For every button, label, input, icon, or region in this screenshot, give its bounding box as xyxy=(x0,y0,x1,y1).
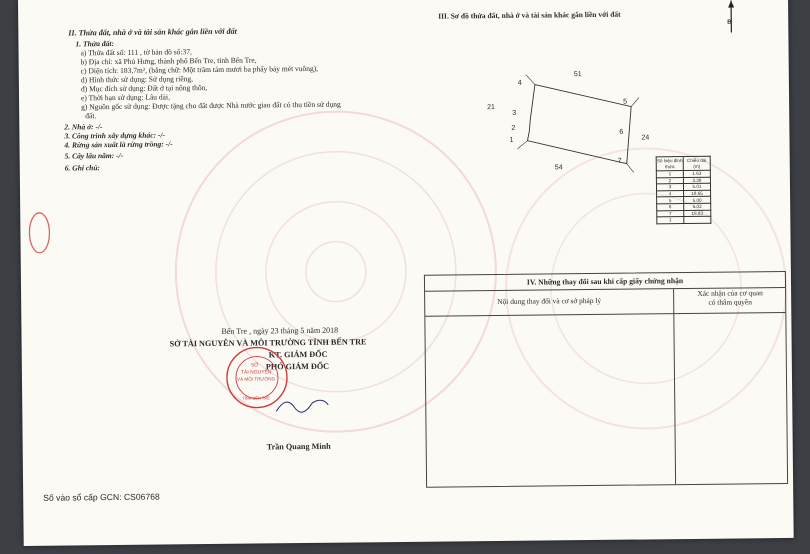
land-line-c: c) Diện tích: 183,7m², (bằng chữ: Một trăm tám mươi ba phẩy bảy mét vuông), xyxy=(80,63,319,76)
col-authority-confirmation xyxy=(675,289,785,308)
table-cell: 1.63 xyxy=(683,170,710,177)
table-cell: 5.01 xyxy=(683,183,710,190)
table-cell: 3.38 xyxy=(683,177,710,184)
neighbor-bottom: 54 xyxy=(554,164,563,172)
col-authority-line1: Xác nhận của cơ quan xyxy=(697,288,763,298)
vertex-label: 2 xyxy=(511,124,516,132)
table-cell: 18.83 xyxy=(684,210,711,217)
item-house: 2. Nhà ở: -/- xyxy=(64,122,103,132)
column-divider xyxy=(673,289,676,484)
neighbor-left: 21 xyxy=(487,104,495,112)
vertex-label: 6 xyxy=(619,128,624,136)
table-cell: 18.65 xyxy=(684,190,711,197)
land-line-d: d) Hình thức sử dụng: Sử dụng riêng, xyxy=(80,74,194,85)
north-arrow-icon xyxy=(724,0,738,35)
official-stamp xyxy=(225,345,290,410)
item-forest: 4. Rừng sản xuất là rừng trồng: -/- xyxy=(64,139,173,150)
table-cell: 4 xyxy=(657,190,684,197)
land-line-g-cont: đất. xyxy=(85,111,97,121)
table-row xyxy=(657,216,711,223)
land-line-b: b) Địa chỉ: xã Phú Hưng, thành phố Bến Tre, tỉnh Bến Tre, xyxy=(80,55,257,67)
table-cell: 1 xyxy=(657,217,684,224)
vertex-label: 1 xyxy=(509,136,514,144)
table-cell: 5 xyxy=(657,197,684,204)
table-cell: 3 xyxy=(656,184,683,191)
stamp-line-4: TỈNH BẾN TRE xyxy=(242,395,270,401)
item-construction: 3. Công trình xây dựng khác: -/- xyxy=(64,130,166,141)
stamp-line-1: SỞ xyxy=(250,362,259,369)
table-cell: 5.00 xyxy=(684,197,711,204)
table-cell: 7 xyxy=(657,210,684,217)
north-label: B xyxy=(727,19,732,26)
item-perennial: 5. Cây lâu năm: -/- xyxy=(64,150,124,161)
signer-name: Trần Quang Minh xyxy=(266,441,331,452)
vertex-label: 7 xyxy=(617,157,622,165)
land-line-a: a) Thửa đất số: 111 , tờ bản đồ số:37, xyxy=(80,47,192,58)
registry-number: Số vào sổ cấp GCN: CS06768 xyxy=(43,491,160,503)
table-header: Chiều dài (m) xyxy=(683,156,710,170)
issue-date: Bến Tre , ngày 23 tháng 5 năm 2018 xyxy=(221,325,339,336)
signer-role: PHÓ GIÁM ĐỐC xyxy=(265,361,330,372)
table-cell xyxy=(684,216,711,223)
table-cell: 1 xyxy=(656,171,683,178)
changes-table xyxy=(424,271,788,488)
table-cell: 2 xyxy=(656,177,683,184)
vertex-label: 5 xyxy=(623,98,628,106)
edge-seal-icon xyxy=(26,210,52,256)
stamp-line-3: VÀ MÔI TRƯỜNG xyxy=(236,376,276,382)
item-notes: 6. Ghi chú: xyxy=(64,163,101,173)
table-cell: 6 xyxy=(657,204,684,211)
neighbor-right: 24 xyxy=(641,134,650,142)
section-iii-title: III. Sơ đồ thửa đất, nhà ở và tài sản khác gắn liền với đất xyxy=(438,9,621,21)
changes-header-row xyxy=(425,288,785,317)
table-header: Số hiệu đỉnh thửa xyxy=(656,157,683,171)
on-behalf-title: KT. GIÁM ĐỐC xyxy=(268,349,328,360)
col-change-content: Nội dung thay đổi và cơ sở pháp lý xyxy=(497,295,602,306)
section-ii-title: II. Thửa đất, nhà ở và tài sản khác gắn liền với đất xyxy=(68,26,237,38)
stamp-line-2: TÀI NGUYÊN xyxy=(240,369,272,376)
vertex-label: 4 xyxy=(517,79,522,87)
issuing-org: SỞ TÀI NGUYÊN VÀ MÔI TRƯỜNG TỈNH BẾN TRE xyxy=(169,337,367,349)
land-line-dd: đ) Mục đích sử dụng: Đất ở tại nông thôn, xyxy=(80,83,208,94)
vertex-label: 3 xyxy=(512,109,517,117)
section-iv-title: IV. Những thay đổi sau khi cấp giấy chứng nhận xyxy=(425,272,785,292)
land-heading: 1. Thửa đất: xyxy=(75,38,114,49)
land-line-e: e) Thời hạn sử dụng: Lâu dài, xyxy=(80,92,170,103)
vertex-length-table xyxy=(656,156,712,224)
land-line-g: g) Nguồn gốc sử dụng: Được tặng cho đất được Nhà nước giao đất có thu tiền sử dụng xyxy=(81,99,341,112)
neighbor-top: 51 xyxy=(573,71,582,79)
certificate-page xyxy=(18,0,794,546)
col-authority-line2: có thẩm quyền xyxy=(708,297,752,307)
table-cell: 5.02 xyxy=(684,203,711,210)
